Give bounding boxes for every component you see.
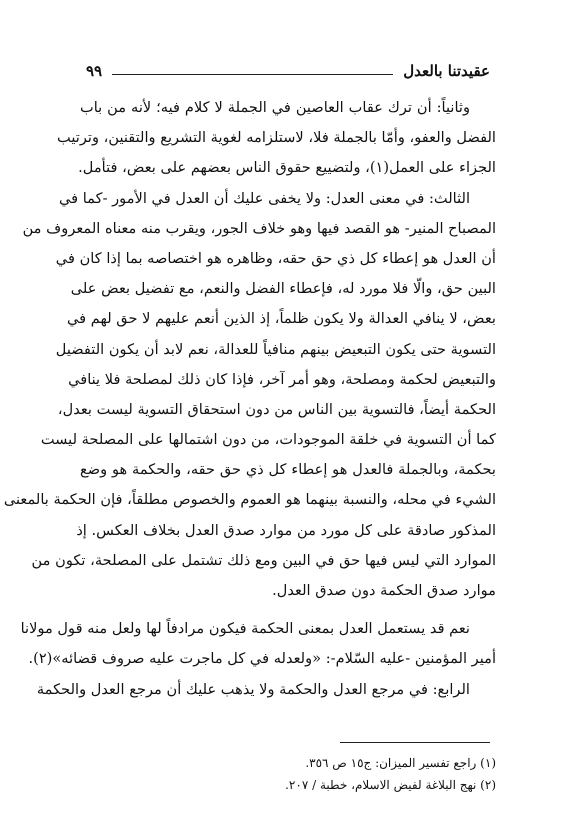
text-line: الجزاء على العمل(١)، ولتضييع حقوق الناس بعضهم على بعض، فتأمل. [78,159,496,177]
text-line: كما أن التسوية في خلقة الموجودات، من دون اشتمالها على المصلحة ليست [40,431,496,449]
text-line: موارد صدق الحكمة دون صدق العدل. [272,582,496,599]
text-line: المصباح المنير- هو القصد فيها وهو خلاف الجور، ويقرب منه معناه المعروف من [22,219,496,237]
chapter-title: عقيدتنا بالعدل [403,62,490,80]
text-line: المذكور صادقة على كل مورد من موارد صدق العدل بخلاف العكس. إذ [76,521,496,539]
text-line: التسوية حتى يكون التبعيض بينهم منافياً للعدالة، نعم لابد أن يكون التفضيل [55,340,496,358]
page-number: ٩٩ [86,62,103,80]
footnote: (٢) نهج البلاغة لفيض الاسلام، خطبة / ٢٠٧. [285,778,496,792]
main-text [3,93,496,705]
footnote: (١) راجع تفسير الميزان: ج١٥ ص ٣٥٦. [305,756,496,770]
footnote-area [80,752,496,796]
text-line: الموارد التي ليس فيها حق في البين ومع ذلك تشتمل على المصلحة، تكون من [31,551,496,569]
header-rule [112,74,393,75]
text-line: الفضل والعفو، وأمّا بالجملة فلا، لاستلزامه لغوية التشريع والتقنين، وترتيب [57,129,496,147]
text-line: الثالث: في معنى العدل: ولا يخفى عليك أن العدل في الأمور -كما في [58,189,470,207]
running-header [86,58,490,80]
text-line: البين حق، والّا فلا مورد له، فإعطاء الفضل والنعم، مع تفضيل بعض على [70,280,496,298]
text-line: الرابع: في مرجع العدل والحكمة ولا يذهب عليك أن مرجع العدل والحكمة [36,680,470,698]
text-line: أمير المؤمنين -عليه السّلام-: «ولعدله في كل ماجرت عليه صروف قضائه»(٢). [28,650,496,668]
text-line: والتبعيض لحكمة ومصلحة، وهو أمر آخر، فإذا كان ذلك لمصلحة فلا ينافي [68,370,496,388]
text-line: وثانياً: أن ترك عقاب العاصين في الجملة لا كلام فيه؛ لأنه من باب [80,99,470,116]
paragraph-gap [80,606,496,614]
text-line: الشيء في محله، والنسبة بينهما هو العموم والخصوص مطلقاً، فإن الحكمة بالمعنى [3,491,496,509]
text-line: نعم قد يستعمل العدل بمعنى الحكمة فيكون مرادفاً لها ولعل منه قول مولانا [20,620,470,638]
text-line: بحكمة، وبالجملة فالعدل هو إعطاء كل ذي حق حقه، والحكمة هو وضع [80,461,496,479]
footnote-separator [340,742,490,743]
text-line: أن العدل هو إعطاء كل ذي حق حقه، وظاهره هو اختصاصه بما إذا كان في [55,249,496,267]
text-line: الحكمة أيضاً، فالتسوية بين الناس من دون استحقاق التسوية ليست بعدل، [57,400,496,418]
text-line: بعض، لا ينافي العدالة ولا يكون ظلماً، إذ الذين أنعم عليهم لا حق لهم في [66,310,496,328]
